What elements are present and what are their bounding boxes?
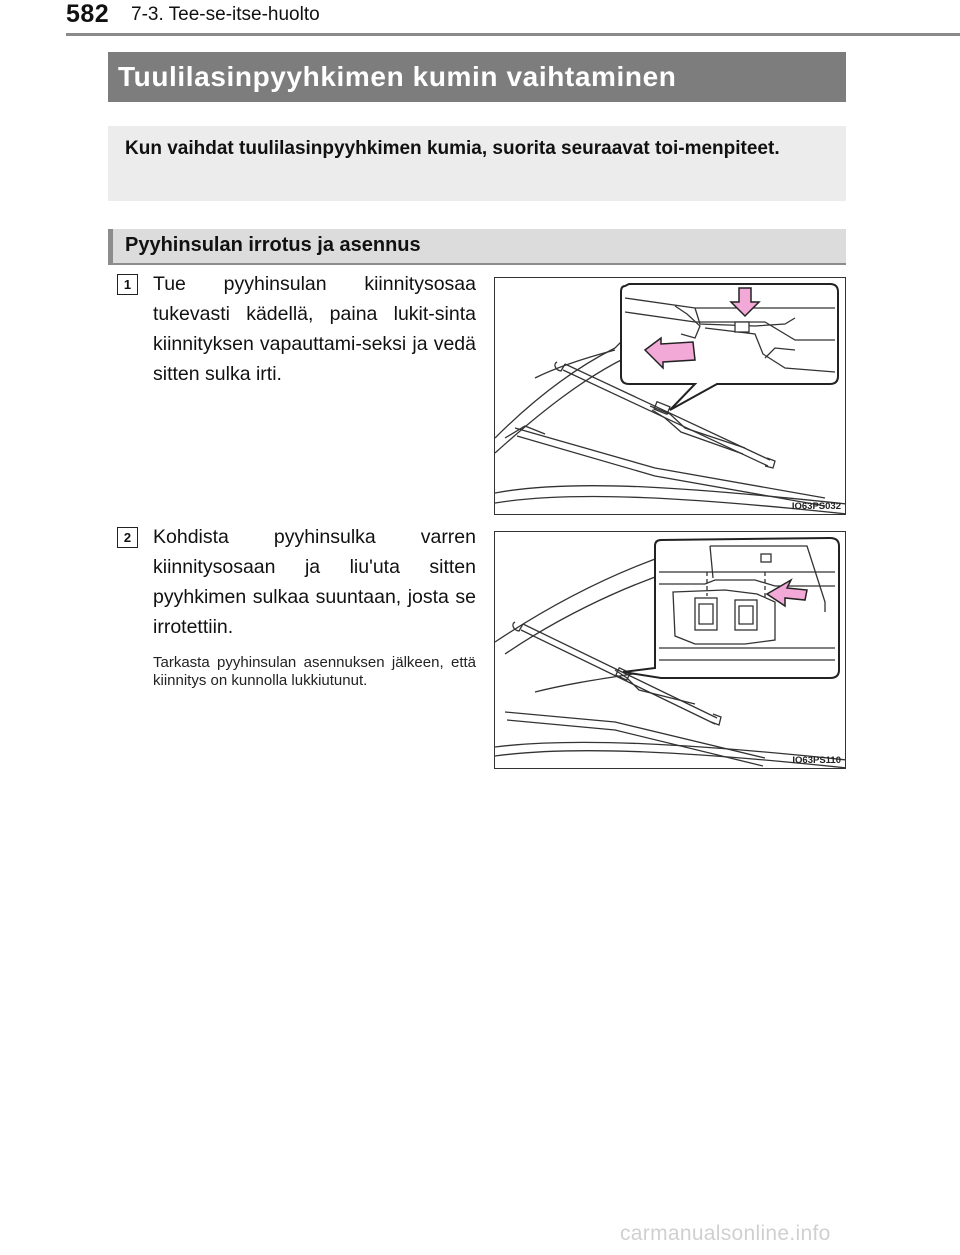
figure-step-1	[494, 277, 846, 515]
step-number-2: 2	[117, 527, 138, 548]
figure-code-1: IO63PS032	[791, 501, 841, 512]
wiper-blade-removal-illustration	[495, 278, 846, 515]
section-heading-accent	[108, 229, 113, 263]
header-divider	[66, 33, 960, 36]
intro-text: Kun vaihdat tuulilasinpyyhkimen kumia, suorita seuraavat toi-menpiteet.	[108, 126, 846, 201]
section-heading-text: Pyyhinsulan irrotus ja asennus	[125, 234, 421, 256]
chapter-title: 7-3. Tee-se-itse-huolto	[131, 4, 320, 25]
figure-step-2	[494, 531, 846, 769]
step-number-1: 1	[117, 274, 138, 295]
page-number: 582	[66, 0, 110, 28]
step-1-text: Tue pyyhinsulan kiinnitysosaa tukevasti kädellä, paina lukit-sinta kiinnityksen vapauttami-seksi ja vedä sitten sulka irti.	[153, 273, 476, 385]
step-2-text: Kohdista pyyhinsulka varren kiinnitysosaan ja liu'uta sitten pyyhkimen sulkaa suuntaan, josta se irrotettiin.	[153, 526, 476, 638]
page-title: Tuulilasinpyyhkimen kumin vaihtaminen	[108, 52, 846, 102]
step-2-note: Tarkasta pyyhinsulan asennuksen jälkeen, että kiinnitys on kunnolla lukkiutunut.	[153, 654, 476, 689]
watermark: carmanualsonline.info	[620, 1222, 831, 1245]
wiper-blade-install-illustration	[495, 532, 846, 769]
figure-code-2: IO63PS110	[792, 755, 841, 766]
section-heading	[108, 229, 846, 265]
